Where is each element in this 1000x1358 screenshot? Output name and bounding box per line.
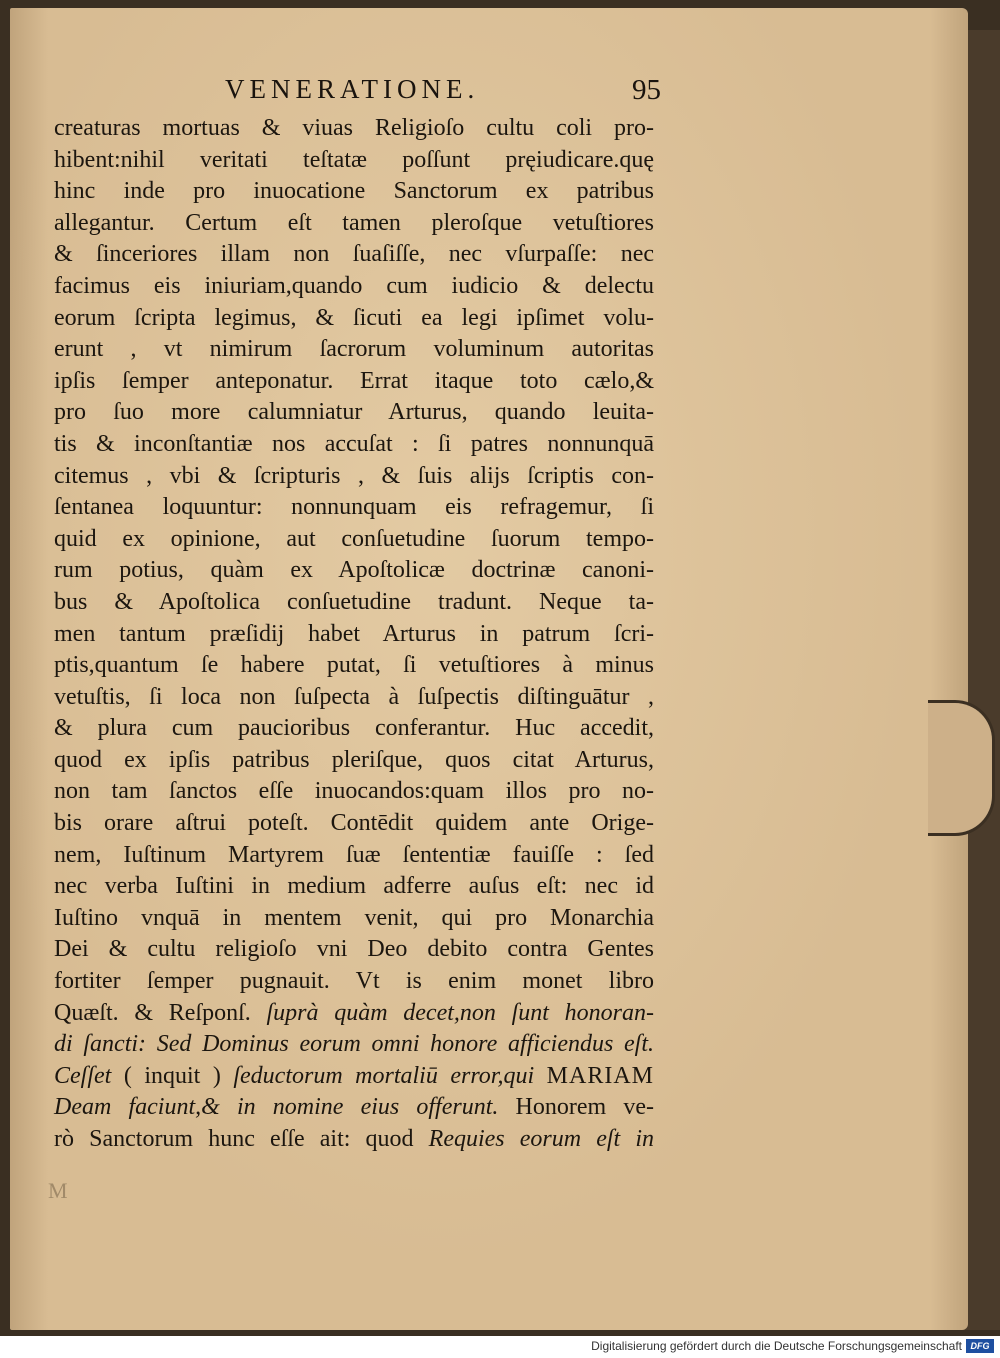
text-segment: pro ſuo more calumniatur Arturus, quando leuita-	[54, 399, 654, 426]
italic-segment: ſeductorum mortaliū error,qui	[233, 1062, 547, 1089]
running-head: VENERATIONE.	[225, 74, 480, 104]
dfg-logo-icon: DFG	[966, 1339, 994, 1353]
small-caps-segment: MARIAM	[546, 1062, 654, 1089]
text-segment: allegantur. Certum eſt tamen pleroſque vetuſtiores	[54, 209, 654, 236]
italic-segment: Deam faciunt,& in nomine eius offerunt.	[54, 1094, 499, 1121]
text-line	[54, 1092, 654, 1124]
text-line	[54, 808, 654, 840]
text-segment: Honorem ve-	[498, 1094, 654, 1121]
signature-mark: M	[48, 1178, 68, 1203]
text-line	[54, 587, 654, 619]
text-segment: bus & Apoſtolica conſuetudine tradunt. Neque ta-	[54, 588, 654, 615]
text-line	[54, 429, 654, 461]
text-segment: erunt , vt nimirum ſacrorum voluminum autoritas	[54, 336, 654, 363]
text-segment: fortiter ſemper pugnauit. Vt is enim monet libro	[54, 968, 654, 995]
text-segment: Iuſtino vnquā in mentem venit, qui pro Monarchia	[54, 904, 654, 931]
text-line	[54, 208, 654, 240]
text-line	[54, 745, 654, 777]
text-segment: rò Sanctorum hunc eſſe ait: quod	[54, 1126, 429, 1152]
body-text	[54, 113, 654, 1156]
italic-segment: ſuprà quàm decet,non ſunt honoran-	[266, 999, 654, 1026]
text-segment: hibent:nihil veritati teſtatæ poſſunt pręiudicare.quę	[54, 146, 654, 173]
text-segment: non tam ſanctos eſſe inuocandos:quam illos pro no-	[54, 778, 654, 805]
text-line	[54, 555, 654, 587]
text-segment: bis orare aſtrui poteſt. Contēdit quidem ante Orige-	[54, 810, 654, 837]
text-line	[54, 840, 654, 872]
text-line	[54, 303, 654, 335]
text-line	[54, 1029, 654, 1061]
text-segment: men tantum præſidij habet Arturus in patrum ſcri-	[54, 620, 654, 647]
text-segment: rum potius, quàm ex Apoſtolicæ doctrinæ canoni-	[54, 557, 654, 584]
italic-segment: Ceſſet	[54, 1062, 112, 1089]
text-line	[54, 650, 654, 682]
text-line	[54, 1124, 654, 1156]
text-segment: hinc inde pro inuocatione Sanctorum ex patribus	[54, 178, 654, 205]
text-line	[54, 966, 654, 998]
text-segment: nem, Iuſtinum Martyrem ſuæ ſententiæ fauiſſe : ſed	[54, 841, 654, 868]
page-number: 95	[632, 74, 661, 106]
text-segment: creaturas mortuas & viuas Religioſo cultu coli pro-	[54, 115, 654, 141]
text-line	[54, 713, 654, 745]
text-segment: ſentanea loquuntur: nonnunquam eis refragemur, ſi	[54, 494, 654, 521]
text-segment: quod ex ipſis patribus pleriſque, quos citat Arturus,	[54, 746, 654, 773]
text-line	[54, 271, 654, 303]
text-line	[54, 492, 654, 524]
text-line	[54, 619, 654, 651]
text-segment: Quæſt. & Reſponſ.	[54, 999, 267, 1026]
funding-credit: Digitalisierung gefördert durch die Deutsche Forschungsgemeinschaft	[591, 1339, 962, 1353]
text-line	[54, 682, 654, 714]
text-segment: tis & inconſtantiæ nos accuſat : ſi patres nonnunquā	[54, 430, 654, 457]
text-line	[54, 524, 654, 556]
text-segment: ptis,quantum ſe habere putat, ſi vetuſtiores à minus	[54, 652, 654, 679]
text-segment: Dei & cultu religioſo vni Deo debito contra Gentes	[54, 936, 654, 963]
text-segment: & ſinceriores illam non ſuaſiſſe, nec vſurpaſſe: nec	[54, 241, 654, 268]
text-line	[54, 113, 654, 145]
text-segment: facimus eis iniuriam,quando cum iudicio & delectu	[54, 272, 654, 299]
text-line	[54, 334, 654, 366]
text-line	[54, 1061, 654, 1093]
text-segment: ( inquit )	[111, 1062, 234, 1089]
text-segment: vetuſtis, ſi loca non ſuſpecta à ſuſpectis diſtinguātur ,	[54, 683, 654, 710]
text-line	[54, 366, 654, 398]
text-segment: quid ex opinione, aut conſuetudine ſuorum tempo-	[54, 525, 654, 552]
text-line	[54, 145, 654, 177]
footer-bar	[0, 1336, 1000, 1358]
text-segment: eorum ſcripta legimus, & ſicuti ea legi ipſimet volu-	[54, 304, 654, 331]
text-line	[54, 903, 654, 935]
text-segment: nec verba Iuſtini in medium adferre auſus eſt: nec id	[54, 873, 654, 900]
text-segment: & plura cum paucioribus conferantur. Huc accedit,	[54, 715, 654, 742]
text-segment: citemus , vbi & ſcripturis , & ſuis alijs ſcriptis con-	[54, 462, 654, 489]
text-line	[54, 176, 654, 208]
text-line	[54, 998, 654, 1030]
text-line	[54, 776, 654, 808]
text-line	[54, 461, 654, 493]
text-segment: ipſis ſemper anteponatur. Errat itaque toto cælo,&	[54, 367, 654, 394]
italic-segment: Requies eorum eſt in	[428, 1126, 654, 1152]
text-line	[54, 239, 654, 271]
italic-segment: di ſancti: Sed Dominus eorum omni honore afficiendus eſt.	[54, 1031, 654, 1058]
text-line	[54, 397, 654, 429]
text-line	[54, 871, 654, 903]
text-line	[54, 934, 654, 966]
page-clasp-loop	[928, 700, 995, 836]
